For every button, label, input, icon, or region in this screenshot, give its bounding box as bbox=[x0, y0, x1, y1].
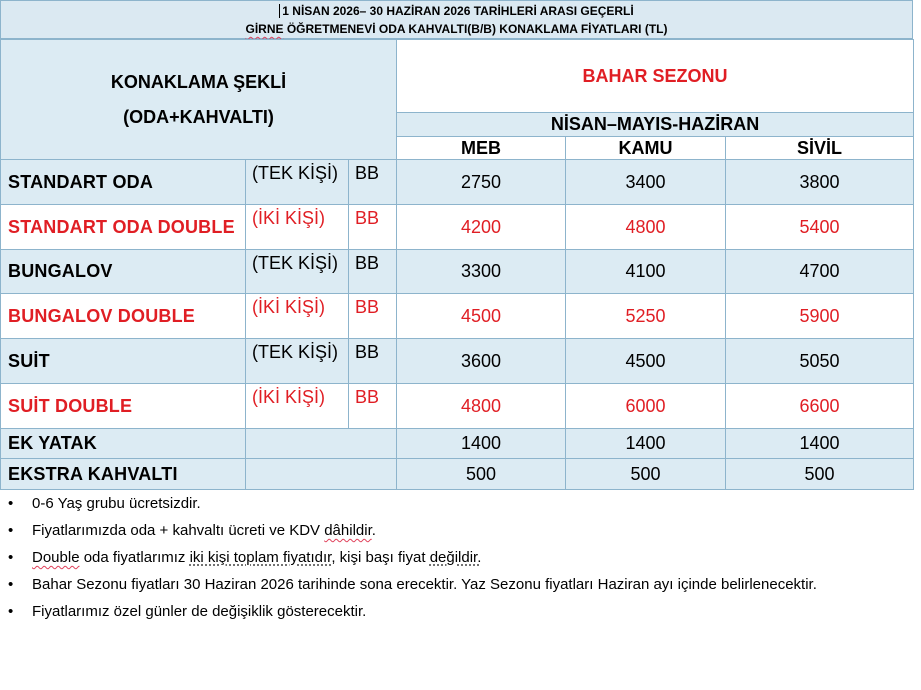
empty-cell bbox=[246, 459, 397, 490]
note-item: • Fiyatlarımızda oda + kahvaltı ücreti ve KDV dâhildir. bbox=[32, 517, 817, 544]
occupancy: (İKİ KİŞİ) bbox=[246, 294, 349, 339]
occupancy: (İKİ KİŞİ) bbox=[246, 384, 349, 429]
price-kamu: 6000 bbox=[566, 384, 726, 429]
extra-item: EKSTRA KAHVALTI bbox=[1, 459, 246, 490]
price-sivil: 5050 bbox=[726, 339, 914, 384]
price-kamu: 500 bbox=[566, 459, 726, 490]
table-row bbox=[1, 160, 914, 205]
period-heading: NİSAN–MAYIS-HAZİRAN bbox=[397, 113, 914, 137]
table-row bbox=[1, 205, 914, 250]
accommodation-type-heading: KONAKLAMA ŞEKLİ (ODA+KAHVALTI) bbox=[1, 40, 397, 160]
table-row bbox=[1, 339, 914, 384]
price-kamu: 3400 bbox=[566, 160, 726, 205]
note-item: • Double oda fiyatlarımız iki kişi toplam fiyatıdır, kişi başı fiyat değildir. bbox=[32, 544, 817, 571]
price-meb: 3600 bbox=[397, 339, 566, 384]
occupancy: (TEK KİŞİ) bbox=[246, 339, 349, 384]
price-meb: 1400 bbox=[397, 429, 566, 459]
notes-list bbox=[0, 490, 817, 625]
title-validity-line: 1 NİSAN 2026– 30 HAZİRAN 2026 TARİHLERİ ARASI GEÇERLİ bbox=[1, 2, 912, 20]
room-type: BUNGALOV bbox=[1, 250, 246, 294]
table-row bbox=[1, 294, 914, 339]
column-header-meb: MEB bbox=[397, 137, 566, 160]
price-meb: 4500 bbox=[397, 294, 566, 339]
room-type: STANDART ODA bbox=[1, 160, 246, 205]
column-header-sivil: SİVİL bbox=[726, 137, 914, 160]
season-heading: BAHAR SEZONU bbox=[397, 40, 914, 113]
note-item: • Bahar Sezonu fiyatları 30 Haziran 2026 tarihinde sona erecektir. Yaz Sezonu fiyatları Haziran ayı içinde belirlenecektir. bbox=[32, 571, 817, 598]
price-meb: 4200 bbox=[397, 205, 566, 250]
room-type: BUNGALOV DOUBLE bbox=[1, 294, 246, 339]
price-sivil: 3800 bbox=[726, 160, 914, 205]
occupancy: (İKİ KİŞİ) bbox=[246, 205, 349, 250]
extra-item: EK YATAK bbox=[1, 429, 246, 459]
price-meb: 3300 bbox=[397, 250, 566, 294]
board-type: BB bbox=[349, 205, 397, 250]
table-row bbox=[1, 459, 914, 490]
room-type: SUİT bbox=[1, 339, 246, 384]
price-sivil: 6600 bbox=[726, 384, 914, 429]
price-sivil: 4700 bbox=[726, 250, 914, 294]
board-type: BB bbox=[349, 250, 397, 294]
table-row bbox=[1, 384, 914, 429]
empty-cell bbox=[246, 429, 397, 459]
price-kamu: 4100 bbox=[566, 250, 726, 294]
price-meb: 4800 bbox=[397, 384, 566, 429]
title-price-line: GİRNE ÖĞRETMENEVİ ODA KAHVALTI(B/B) KONAKLAMA FİYATLARI (TL) bbox=[245, 22, 668, 36]
price-kamu: 5250 bbox=[566, 294, 726, 339]
room-type: SUİT DOUBLE bbox=[1, 384, 246, 429]
room-type: STANDART ODA DOUBLE bbox=[1, 205, 246, 250]
note-item: • 0-6 Yaş grubu ücretsizdir. bbox=[32, 490, 817, 517]
price-kamu: 1400 bbox=[566, 429, 726, 459]
occupancy: (TEK KİŞİ) bbox=[246, 160, 349, 205]
price-meb: 2750 bbox=[397, 160, 566, 205]
price-meb: 500 bbox=[397, 459, 566, 490]
price-kamu: 4500 bbox=[566, 339, 726, 384]
table-row bbox=[1, 429, 914, 459]
column-header-kamu: KAMU bbox=[566, 137, 726, 160]
note-item: • Fiyatlarımız özel günler de değişiklik gösterecektir. bbox=[32, 598, 817, 625]
board-type: BB bbox=[349, 384, 397, 429]
price-table bbox=[0, 39, 914, 490]
price-sivil: 500 bbox=[726, 459, 914, 490]
price-sivil: 5400 bbox=[726, 205, 914, 250]
board-type: BB bbox=[349, 339, 397, 384]
price-kamu: 4800 bbox=[566, 205, 726, 250]
board-type: BB bbox=[349, 160, 397, 205]
price-sivil: 5900 bbox=[726, 294, 914, 339]
price-sivil: 1400 bbox=[726, 429, 914, 459]
table-row bbox=[1, 250, 914, 294]
document-title bbox=[0, 0, 913, 39]
board-type: BB bbox=[349, 294, 397, 339]
occupancy: (TEK KİŞİ) bbox=[246, 250, 349, 294]
